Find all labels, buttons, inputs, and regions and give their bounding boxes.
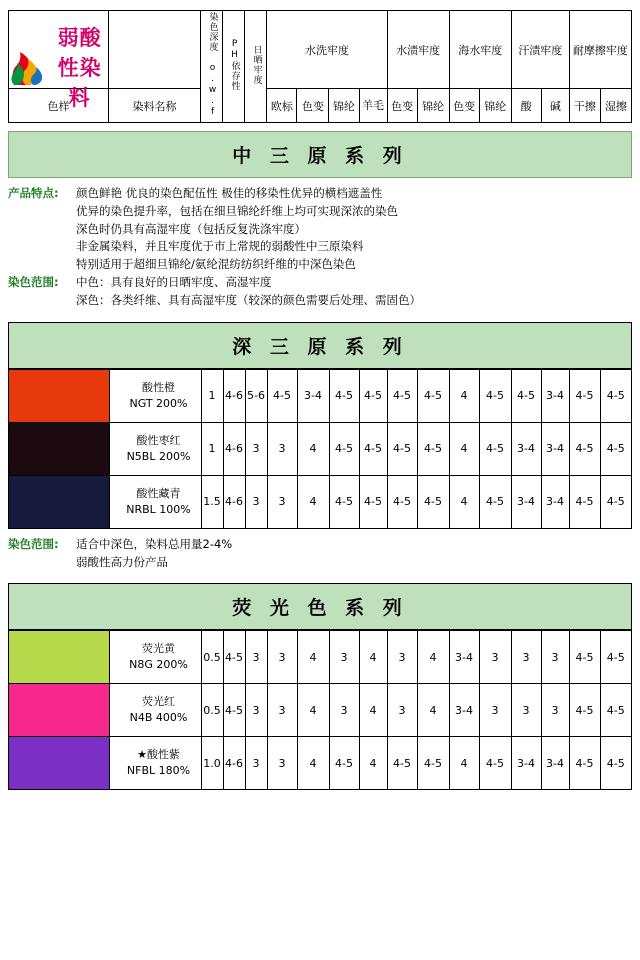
cell-water-shade: 4-5 (387, 737, 417, 790)
table-row (9, 422, 631, 475)
column-header-table (8, 10, 632, 123)
cell-ph: 4-6 (223, 422, 245, 475)
cell-wash-wool: 4 (359, 684, 387, 737)
col-group-water: 水渍牢度 (387, 11, 449, 89)
cell-water-shade: 3 (387, 631, 417, 684)
cell-rub-dry: 4-5 (569, 684, 600, 737)
notes-mid (8, 185, 632, 310)
cell-water-nylon: 4-5 (417, 737, 449, 790)
cell-rub-wet: 4-5 (600, 631, 631, 684)
table-row (9, 737, 631, 790)
cell-persp-acid: 3-4 (511, 422, 541, 475)
color-swatch (9, 369, 109, 422)
color-swatch (9, 631, 109, 684)
cell-water-nylon: 4 (417, 684, 449, 737)
cell-sea-shade: 4 (449, 422, 479, 475)
cell-light: 3 (245, 422, 267, 475)
cell-wash-euro: 4-5 (267, 369, 297, 422)
cell-rub-wet: 4-5 (600, 369, 631, 422)
cell-water-nylon: 4-5 (417, 475, 449, 528)
color-swatch (9, 422, 109, 475)
cell-wash-nylon: 3 (329, 684, 359, 737)
cell-persp-acid: 3-4 (511, 737, 541, 790)
flame-logo-icon (9, 48, 43, 86)
cell-ph: 4-6 (223, 475, 245, 528)
dye-name-cell: 荧光红 N4B 400% (109, 684, 201, 737)
cell-depth: 1.0 (201, 737, 223, 790)
col-color-sample: 色样 (9, 89, 109, 123)
col-rub-dry: 干擦 (569, 89, 600, 123)
cell-wash-shade: 4 (297, 475, 329, 528)
table-row (9, 369, 631, 422)
cell-light: 3 (245, 684, 267, 737)
cell-wash-shade: 4 (297, 684, 329, 737)
col-ph: PH依存性 (223, 11, 245, 123)
cell-sea-shade: 4 (449, 737, 479, 790)
col-persp-acid: 酸 (511, 89, 541, 123)
cell-water-shade: 3 (387, 684, 417, 737)
cell-light: 3 (245, 737, 267, 790)
cell-ph: 4-5 (223, 631, 245, 684)
cell-light: 3 (245, 631, 267, 684)
cell-persp-acid: 4-5 (511, 369, 541, 422)
col-dye-name: 染料名称 (109, 89, 201, 123)
cell-persp-alkali: 3 (541, 631, 569, 684)
table-row (9, 631, 631, 684)
cell-wash-shade: 3-4 (297, 369, 329, 422)
col-water-nylon: 锦纶 (417, 89, 449, 123)
series-banner-deep: 深 三 原 系 列 (9, 323, 631, 369)
cell-sea-nylon: 4-5 (479, 737, 511, 790)
cell-wash-euro: 3 (267, 475, 297, 528)
cell-light: 5-6 (245, 369, 267, 422)
fluorescent-series-table (8, 583, 632, 790)
cell-depth: 1 (201, 422, 223, 475)
cell-wash-nylon: 4-5 (329, 737, 359, 790)
cell-rub-dry: 4-5 (569, 737, 600, 790)
cell-rub-wet: 4-5 (600, 422, 631, 475)
cell-rub-dry: 4-5 (569, 475, 600, 528)
cell-light: 3 (245, 475, 267, 528)
dye-name-cell: 酸性藏青 NRBL 100% (109, 475, 201, 528)
cell-sea-shade: 4 (449, 475, 479, 528)
cell-water-nylon: 4 (417, 631, 449, 684)
dye-name-cell: 酸性枣红 N5BL 200% (109, 422, 201, 475)
table-row (9, 684, 631, 737)
note-line: 深色时仍具有高湿牢度（包括反复洗涤牢度） (76, 221, 306, 236)
cell-wash-wool: 4-5 (359, 475, 387, 528)
cell-rub-dry: 4-5 (569, 631, 600, 684)
cell-wash-wool: 4-5 (359, 422, 387, 475)
cell-sea-nylon: 4-5 (479, 422, 511, 475)
cell-wash-nylon: 3 (329, 631, 359, 684)
cell-wash-nylon: 4-5 (329, 475, 359, 528)
dye-name-cell: 酸性橙 NGT 200% (109, 369, 201, 422)
cell-wash-wool: 4-5 (359, 369, 387, 422)
cell-rub-wet: 4-5 (600, 684, 631, 737)
col-seawater-shade: 色变 (449, 89, 479, 123)
cell-persp-acid: 3 (511, 631, 541, 684)
cell-persp-alkali: 3 (541, 684, 569, 737)
series-banner-fluorescent: 荧 光 色 系 列 (9, 584, 631, 630)
cell-wash-nylon: 4-5 (329, 422, 359, 475)
cell-sea-nylon: 3 (479, 684, 511, 737)
cell-wash-euro: 3 (267, 422, 297, 475)
note-line: 弱酸性高力份产品 (76, 554, 168, 569)
notes-deep (8, 536, 632, 572)
cell-wash-shade: 4 (297, 737, 329, 790)
col-water-shade: 色变 (387, 89, 417, 123)
col-group-rubbing: 耐摩擦牢度 (569, 11, 631, 89)
note-line: 优异的染色提升率，包括在细旦锦纶纤维上均可实现深浓的染色 (76, 203, 398, 218)
cell-water-shade: 4-5 (387, 422, 417, 475)
note-line: 非金属染料，并且牢度优于市上常规的弱酸性中三原染料 (76, 239, 364, 254)
cell-wash-euro: 3 (267, 737, 297, 790)
note-line: 特别适用于超细旦锦纶/氨纶混纺纺织纤维的中深色染色 (76, 257, 356, 272)
col-persp-alkali: 碱 (541, 89, 569, 123)
cell-ph: 4-6 (223, 737, 245, 790)
cell-sea-nylon: 4-5 (479, 369, 511, 422)
color-swatch (9, 737, 109, 790)
cell-sea-shade: 3-4 (449, 684, 479, 737)
note-line: 染色范围: 适合中深色，染料总用量2-4% (8, 536, 233, 551)
cell-persp-alkali: 3-4 (541, 737, 569, 790)
cell-ph: 4-5 (223, 684, 245, 737)
cell-wash-shade: 4 (297, 631, 329, 684)
cell-wash-euro: 3 (267, 631, 297, 684)
cell-water-shade: 4-5 (387, 369, 417, 422)
cell-sea-shade: 3-4 (449, 631, 479, 684)
note-line: 产品特点: 颜色鲜艳 优良的染色配伍性 极佳的移染性优异的横档遮盖性 (8, 186, 383, 200)
cell-sea-nylon: 4-5 (479, 475, 511, 528)
cell-depth: 0.5 (201, 684, 223, 737)
col-wash-nylon: 锦纶 (329, 89, 359, 123)
col-seawater-nylon: 锦纶 (479, 89, 511, 123)
col-lightfastness: 日晒牢度 (245, 11, 267, 123)
cell-persp-alkali: 3-4 (541, 422, 569, 475)
col-wash-euro: 欧标 (267, 89, 297, 123)
color-swatch (9, 475, 109, 528)
dye-name-cell: ★酸性紫 NFBL 180% (109, 737, 201, 790)
note-line: 染色范围: 中色：具有良好的日晒牢度、高湿牢度 (8, 275, 272, 290)
cell-rub-dry: 4-5 (569, 422, 600, 475)
note-line: 深色：各类纤维、具有高湿牢度（较深的颜色需要后处理、需固色） (76, 292, 421, 307)
cell-depth: 1.5 (201, 475, 223, 528)
dye-name-cell: 荧光黄 N8G 200% (109, 631, 201, 684)
cell-persp-alkali: 3-4 (541, 475, 569, 528)
cell-rub-wet: 4-5 (600, 475, 631, 528)
star-icon: ★ (137, 748, 147, 762)
cell-wash-shade: 4 (297, 422, 329, 475)
col-group-perspiration: 汗渍牢度 (511, 11, 569, 89)
cell-rub-wet: 4-5 (600, 737, 631, 790)
col-group-wash: 水洗牢度 (267, 11, 387, 89)
cell-sea-shade: 4 (449, 369, 479, 422)
cell-depth: 0.5 (201, 631, 223, 684)
cell-water-nylon: 4-5 (417, 422, 449, 475)
cell-wash-wool: 4 (359, 631, 387, 684)
col-group-seawater: 海水牢度 (449, 11, 511, 89)
col-depth: 染色深度 o.w.f (201, 11, 223, 123)
cell-persp-alkali: 3-4 (541, 369, 569, 422)
cell-wash-wool: 4 (359, 737, 387, 790)
col-rub-wet: 湿擦 (600, 89, 631, 123)
brand-title: 弱酸性染料 (57, 25, 102, 110)
cell-rub-dry: 4-5 (569, 369, 600, 422)
cell-wash-nylon: 4-5 (329, 369, 359, 422)
deep-series-table (8, 322, 632, 529)
table-row (9, 475, 631, 528)
cell-persp-acid: 3-4 (511, 475, 541, 528)
cell-water-nylon: 4-5 (417, 369, 449, 422)
color-swatch (9, 684, 109, 737)
series-banner-mid: 中 三 原 系 列 (8, 131, 632, 178)
col-wash-shade: 色变 (297, 89, 329, 123)
col-wash-wool-cotton: 羊毛 (359, 89, 387, 123)
cell-water-shade: 4-5 (387, 475, 417, 528)
cell-ph: 4-6 (223, 369, 245, 422)
cell-persp-acid: 3 (511, 684, 541, 737)
cell-sea-nylon: 3 (479, 631, 511, 684)
cell-wash-euro: 3 (267, 684, 297, 737)
cell-depth: 1 (201, 369, 223, 422)
